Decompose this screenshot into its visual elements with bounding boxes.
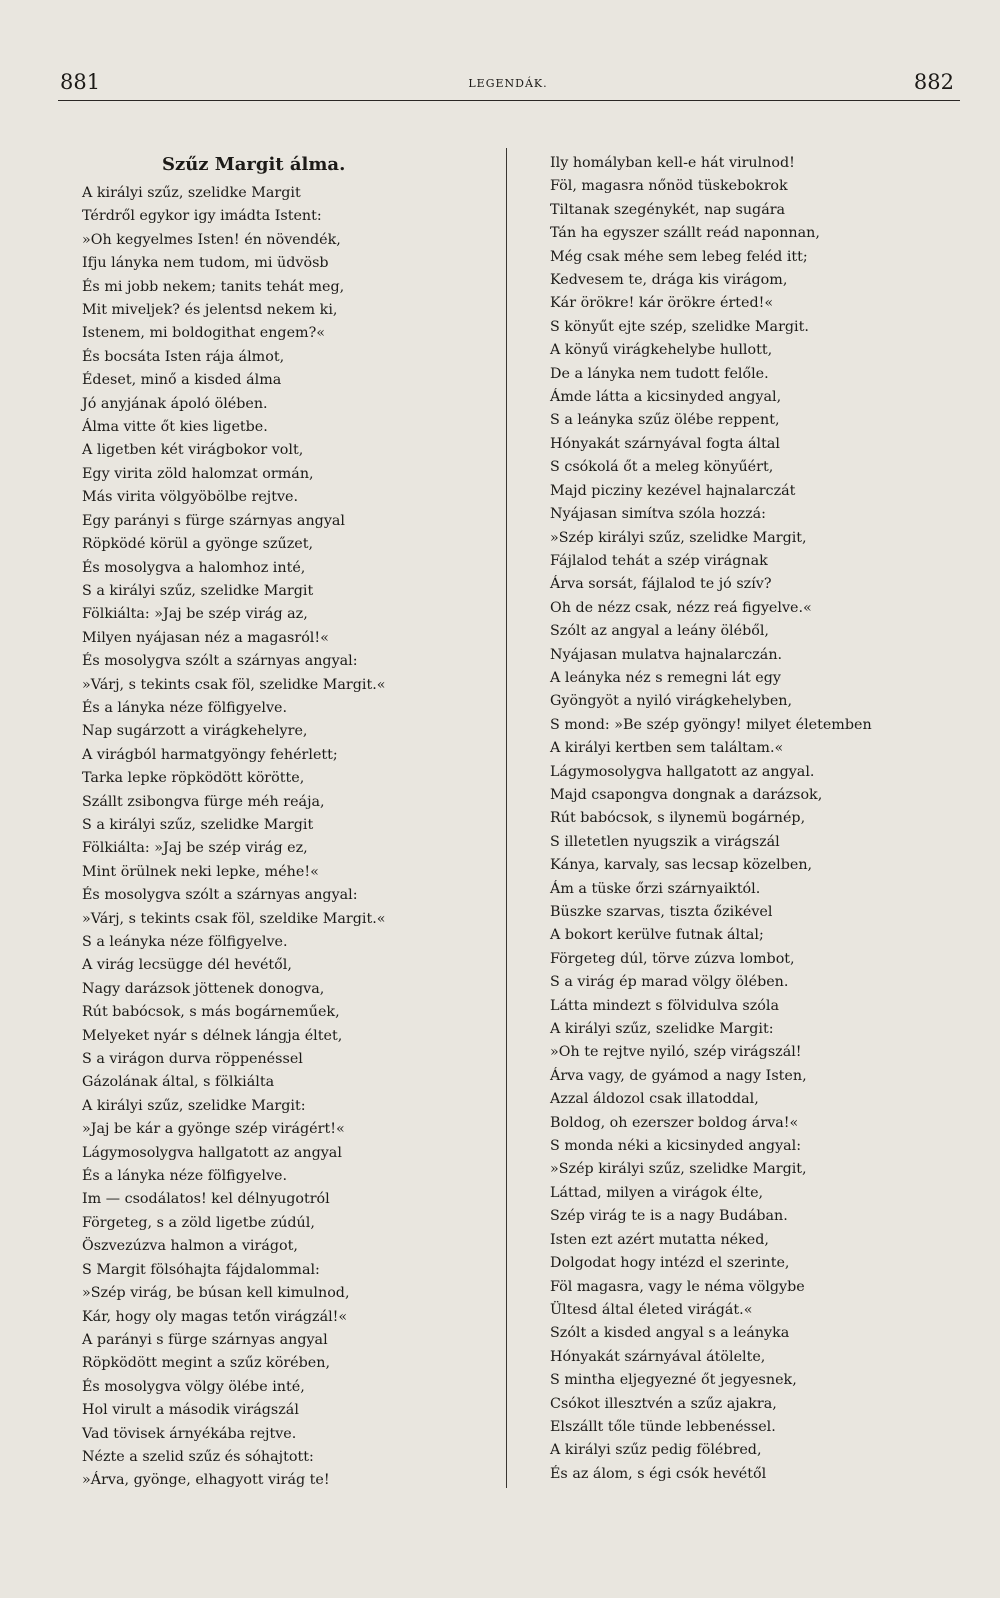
poem-line: A királyi szűz pedig fölébred, bbox=[550, 1442, 762, 1459]
poem-line: Gyöngyöt a nyiló virágkehelyben, bbox=[550, 693, 793, 710]
poem-line: Nap sugárzott a virágkehelyre, bbox=[82, 723, 308, 740]
poem-line: Édeset, minő a kisded álma bbox=[82, 372, 282, 389]
poem-line: Gázolának által, s fölkiálta bbox=[82, 1074, 275, 1091]
poem-line: Fölkiálta: »Jaj be szép virág az, bbox=[82, 606, 308, 623]
poem-line: Im — csodálatos! kel délnyugotról bbox=[82, 1191, 330, 1208]
poem-line: Röpködé körül a gyönge szűzet, bbox=[82, 536, 314, 553]
poem-line: Mit miveljek? és jelentsd nekem ki, bbox=[82, 302, 338, 319]
poem-line: Oh de nézz csak, nézz reá figyelve.« bbox=[550, 599, 812, 616]
poem-line: »Jaj be kár a gyönge szép virágért!« bbox=[82, 1121, 345, 1138]
poem-line: Elszállt tőle tünde lebbenéssel. bbox=[550, 1418, 776, 1435]
poem-line: És mi jobb nekem; tanits tehát meg, bbox=[82, 278, 345, 295]
poem-line: Büszke szarvas, tiszta őzikével bbox=[550, 904, 773, 920]
poem-line: Álma vitte őt kies ligetbe. bbox=[82, 419, 268, 436]
poem-line: Árva vagy, de gyámod a nagy Isten, bbox=[550, 1067, 807, 1084]
poem-line: Ám a tüske őrzi szárnyaiktól. bbox=[550, 880, 761, 897]
poem-line: Föl, magasra nőnöd tüskebokrok bbox=[550, 178, 788, 195]
right-column bbox=[550, 152, 960, 1486]
poem-line: Tarka lepke röpködött körötte, bbox=[82, 770, 305, 787]
poem-line: S monda néki a kicsinyded angyal: bbox=[550, 1138, 802, 1155]
poem-line: Förgeteg, s a zöld ligetbe zúdúl, bbox=[82, 1214, 315, 1231]
poem-line: Árva sorsát, fájlalod te jó szív? bbox=[550, 576, 772, 593]
poem-line: S a leányka néze fölfigyelve. bbox=[82, 934, 288, 950]
poem-line: Fájlalod tehát a szép virágnak bbox=[550, 552, 768, 569]
poem-line: »Szép királyi szűz, szelidke Margit, bbox=[550, 529, 807, 546]
poem-line: S a királyi szűz, szelidke Margit bbox=[82, 816, 314, 833]
poem-line: A ligetben két virágbokor volt, bbox=[82, 442, 304, 459]
poem-line: Milyen nyájasan néz a magasról!« bbox=[82, 629, 329, 646]
poem-title: Szűz Margit álma. bbox=[162, 154, 346, 175]
poem-line: S illetetlen nyugszik a virágszál bbox=[550, 833, 780, 850]
poem-line: A parányi s fürge szárnyas angyal bbox=[82, 1331, 328, 1348]
poem-line: És mosolygva szólt a szárnyas angyal: bbox=[82, 887, 358, 904]
left-column-lines bbox=[82, 182, 487, 1493]
right-column-lines bbox=[550, 152, 960, 1486]
poem-line: S a virágon durva röppenéssel bbox=[82, 1051, 303, 1068]
poem-line: S Margit fölsóhajta fájdalommal: bbox=[82, 1261, 320, 1278]
running-title: LEGENDÁK. bbox=[468, 77, 548, 90]
poem-line: És mosolygva szólt a szárnyas angyal: bbox=[82, 653, 358, 670]
poem-line: Látta mindezt s fölvidulva szóla bbox=[550, 997, 780, 1014]
poem-line: Mint örülnek neki lepke, méhe!« bbox=[82, 863, 319, 880]
left-column bbox=[82, 152, 487, 1493]
poem-line: Tán ha egyszer szállt reád naponnan, bbox=[550, 225, 820, 242]
poem-line: Röpködött megint a szűz körében, bbox=[82, 1355, 330, 1372]
right-page-number: 882 bbox=[913, 70, 954, 94]
poem-line: Hónyakát szárnyával átölelte, bbox=[550, 1348, 766, 1365]
poem-line: Majd csapongva dongnak a darázsok, bbox=[550, 786, 823, 803]
poem-line: Más virita völgyöbölbe rejtve. bbox=[82, 489, 299, 506]
poem-line: Vad tövisek árnyékába rejtve. bbox=[82, 1425, 297, 1442]
poem-line: »Árva, gyönge, elhagyott virág te! bbox=[82, 1472, 330, 1489]
poem-line: Térdről egykor igy imádta Istent: bbox=[82, 208, 322, 225]
poem-line: »Szép királyi szűz, szelidke Margit, bbox=[550, 1161, 807, 1178]
poem-line: Egy virita zöld halomzat ormán, bbox=[82, 465, 314, 482]
poem-line: Lágymosolygva hallgatott az angyal bbox=[82, 1144, 342, 1161]
poem-line: Boldog, oh ezerszer boldog árva!« bbox=[550, 1114, 799, 1131]
poem-line: És a lányka néze fölfigyelve. bbox=[82, 1168, 288, 1185]
poem-line: Nyájasan mulatva hajnalarczán. bbox=[550, 646, 783, 663]
poem-line: Dolgodat hogy intézd el szerinte, bbox=[550, 1255, 790, 1272]
poem-line: Nagy darázsok jöttenek donogva, bbox=[82, 980, 325, 997]
poem-line: Kár örökre! kár örökre érted!« bbox=[550, 295, 774, 312]
poem-line: Jó anyjának ápoló ölében. bbox=[82, 395, 268, 412]
poem-line: De a lányka nem tudott felőle. bbox=[550, 365, 769, 382]
poem-line: A királyi szűz, szelidke Margit: bbox=[82, 1097, 306, 1114]
header-rule bbox=[58, 100, 960, 101]
poem-line: Hol virult a második virágszál bbox=[82, 1402, 299, 1419]
poem-line: Szállt zsibongva fürge méh reája, bbox=[82, 793, 325, 810]
poem-line: És bocsáta Isten rája álmot, bbox=[82, 348, 285, 365]
poem-line: Szólt a kisded angyal s a leányka bbox=[550, 1325, 790, 1342]
poem-line: Nézte a szelid szűz és sóhajtott: bbox=[82, 1448, 314, 1465]
poem-line: »Várj, s tekints csak föl, szelidke Margit.« bbox=[82, 676, 386, 693]
poem-line: És mosolygva a halomhoz inté, bbox=[82, 559, 306, 576]
poem-line: Föl magasra, vagy le néma völgybe bbox=[550, 1278, 805, 1295]
poem-line: És mosolygva völgy ölébe inté, bbox=[82, 1378, 305, 1395]
poem-line: »Szép virág, be búsan kell kimulnod, bbox=[82, 1285, 350, 1302]
poem-line: S a leányka szűz ölébe reppent, bbox=[550, 412, 780, 429]
poem-line: Isten ezt azért mutatta néked, bbox=[550, 1231, 769, 1248]
poem-line: Ily homályban kell-e hát virulnod! bbox=[550, 155, 795, 171]
poem-line: A leányka néz s remegni lát egy bbox=[550, 669, 781, 686]
poem-line: Kánya, karvaly, sas lecsap közelben, bbox=[550, 857, 813, 874]
poem-line: Lágymosolygva hallgatott az angyal. bbox=[550, 763, 815, 780]
poem-line: Melyeket nyár s délnek lángja éltet, bbox=[82, 1027, 343, 1044]
poem-line: A bokort kerülve futnak által; bbox=[550, 927, 764, 944]
poem-line: Rút babócsok, s más bogárneműek, bbox=[82, 1004, 340, 1021]
poem-line: És a lányka néze fölfigyelve. bbox=[82, 699, 288, 716]
poem-line: Nyájasan simítva szóla hozzá: bbox=[550, 506, 766, 523]
poem-line: »Oh kegyelmes Isten! én növendék, bbox=[82, 231, 341, 248]
poem-line: A könyű virágkehelybe hullott, bbox=[550, 342, 773, 359]
poem-line: Fölkiálta: »Jaj be szép virág ez, bbox=[82, 840, 308, 857]
poem-line: Hónyakát szárnyával fogta által bbox=[550, 435, 780, 452]
poem-line: Öszvezúzva halmon a virágot, bbox=[82, 1238, 298, 1255]
poem-line: A virágból harmatgyöngy fehérlett; bbox=[82, 746, 338, 763]
poem-line: A virág lecsüggе dél hevétől, bbox=[82, 957, 292, 974]
column-divider bbox=[506, 148, 507, 1488]
poem-line: Ámde látta a kicsinyded angyal, bbox=[550, 389, 782, 406]
page-header bbox=[58, 70, 958, 98]
poem-line: S könyűt ejte szép, szelidke Margit. bbox=[550, 318, 809, 335]
poem-line: Még csak méhe sem lebeg feléd itt; bbox=[550, 248, 808, 265]
poem-line: Ifju lányka nem tudom, mi üdvösb bbox=[82, 255, 329, 272]
poem-line: S mintha eljegyezné őt jegyesnek, bbox=[550, 1372, 797, 1389]
poem-line: Tiltanak szegénykét, nap sugára bbox=[550, 201, 786, 218]
poem-line: Ültesd által életed virágát.« bbox=[550, 1301, 753, 1318]
poem-line: S a virág ép marad völgy ölében. bbox=[550, 974, 789, 991]
poem-line: Csókot illesztvén a szűz ajakra, bbox=[550, 1395, 777, 1412]
poem-line: Szép virág te is a nagy Budában. bbox=[550, 1208, 788, 1225]
poem-line: Kedvesem te, drága kis virágom, bbox=[550, 272, 788, 289]
poem-line: A királyi kertben sem találtam.« bbox=[550, 740, 784, 757]
poem-line: Istenem, mi boldogithat engem?« bbox=[82, 325, 326, 342]
poem-line: És az álom, s égi csók hevétől bbox=[550, 1465, 767, 1482]
poem-line: Förgeteg dúl, törve zúzva lombot, bbox=[550, 950, 795, 967]
poem-line: Rút babócsok, s ilynemü bogárnép, bbox=[550, 810, 806, 827]
poem-line: Szólt az angyal a leány öléből, bbox=[550, 623, 769, 640]
poem-line: S a királyi szűz, szelidke Margit bbox=[82, 582, 314, 599]
left-page-number: 881 bbox=[60, 70, 101, 94]
poem-line: A királyi szűz, szelidke Margit bbox=[82, 185, 301, 201]
poem-line: Egy parányi s fürge szárnyas angyal bbox=[82, 512, 345, 529]
poem-line: Azzal áldozol csak illatoddal, bbox=[550, 1091, 759, 1108]
poem-line: »Várj, s tekints csak föl, szeldike Margit.« bbox=[82, 910, 386, 927]
poem-line: S mond: »Be szép gyöngy! milyet életemben bbox=[550, 716, 872, 733]
poem-line: A királyi szűz, szelidke Margit: bbox=[550, 1021, 774, 1038]
poem-line: Láttad, milyen a virágok élte, bbox=[550, 1184, 764, 1201]
poem-line: Majd picziny kezével hajnalarczát bbox=[550, 482, 796, 499]
poem-line: Kár, hogy oly magas tetőn virágzál!« bbox=[82, 1308, 348, 1325]
poem-line: S csókolá őt a meleg könyűért, bbox=[550, 459, 774, 476]
poem-line: »Oh te rejtve nyiló, szép virágszál! bbox=[550, 1044, 802, 1061]
